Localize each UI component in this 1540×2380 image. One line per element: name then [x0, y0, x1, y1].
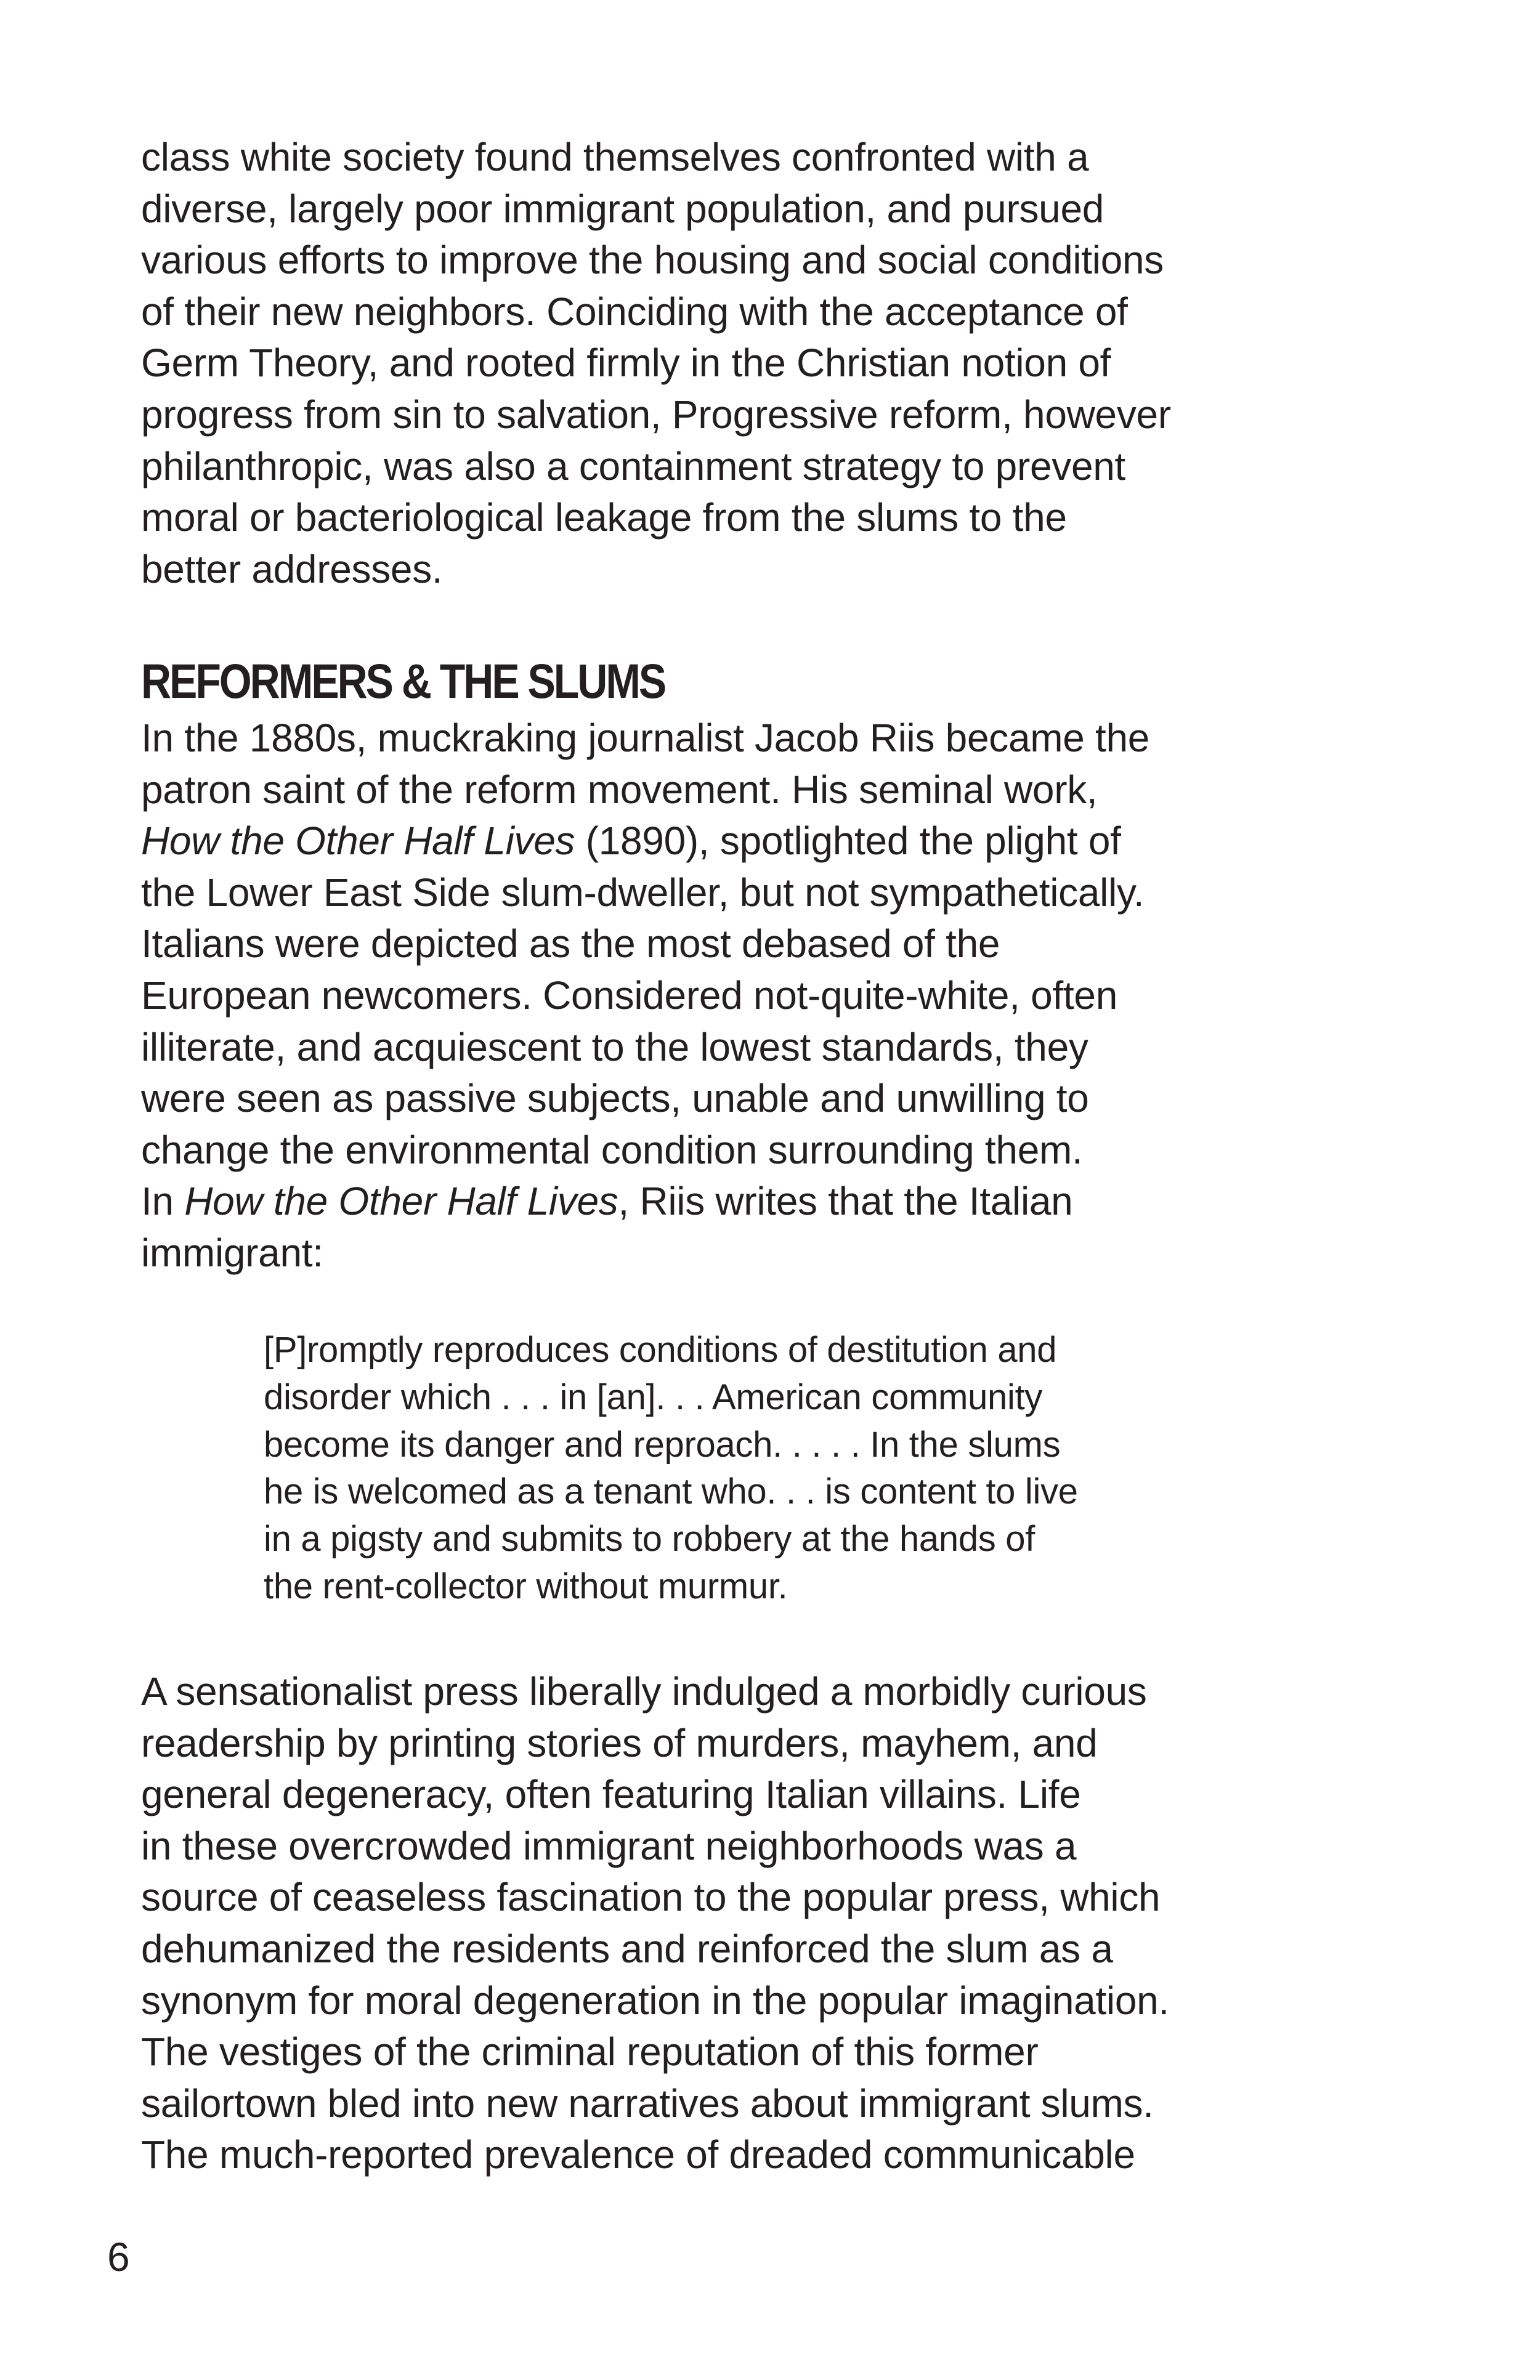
text-fragment: In — [141, 1179, 185, 1224]
quote-line: disorder which . . . in [an]. . . American community — [264, 1377, 1043, 1417]
text-line: patron saint of the reform movement. His seminal work, — [141, 767, 1098, 812]
text-line: moral or bacteriological leakage from the slums to the — [141, 495, 1067, 540]
text-line: Italians were depicted as the most debased of the — [141, 921, 1000, 966]
text-line: immigrant: — [141, 1230, 323, 1275]
riis-paragraph — [141, 713, 1398, 1279]
text-line: sailortown bled into new narratives about immigrant slums. — [141, 2081, 1154, 2126]
intro-paragraph — [141, 132, 1398, 595]
text-line: the Lower East Side slum-dweller, but not sympathetically. — [141, 870, 1145, 915]
text-line: synonym for moral degeneration in the popular imagination. — [141, 1978, 1169, 2023]
text-line: of their new neighbors. Coinciding with the acceptance of — [141, 289, 1128, 334]
text-line — [141, 1176, 1398, 1228]
text-line: illiterate, and acquiescent to the lowest standards, they — [141, 1024, 1088, 1069]
text-line: class white society found themselves confronted with a — [141, 135, 1089, 179]
text-line: In the 1880s, muckraking journalist Jacob Riis became the — [141, 716, 1150, 760]
text-line: progress from sin to salvation, Progressive reform, however — [141, 392, 1171, 437]
page-number: 6 — [107, 2234, 130, 2280]
text-line — [141, 816, 1398, 867]
text-line: in these overcrowded immigrant neighborhoods was a — [141, 1823, 1077, 1868]
quote-line: become its danger and reproach. . . . . In the slums — [264, 1424, 1061, 1465]
quote-line: he is welcomed as a tenant who. . . is content to live — [264, 1471, 1078, 1512]
text-line: diverse, largely poor immigrant population, and pursued — [141, 186, 1104, 231]
text-line: source of ceaseless fascination to the popular press, which — [141, 1875, 1161, 1920]
text-line: A sensationalist press liberally indulged a morbidly curious — [141, 1669, 1147, 1714]
text-fragment: (1890), spotlighted the plight of — [575, 819, 1121, 864]
text-line: European newcomers. Considered not-quite-white, often — [141, 973, 1118, 1018]
quote-line: in a pigsty and submits to robbery at the hands of — [264, 1519, 1035, 1560]
text-line: various efforts to improve the housing and social conditions — [141, 238, 1164, 283]
text-line: general degeneracy, often featuring Italian villains. Life — [141, 1772, 1081, 1817]
quote-line: [P]romptly reproduces conditions of destitution and — [264, 1330, 1057, 1370]
text-line: dehumanized the residents and reinforced the slum as a — [141, 1926, 1113, 1971]
text-fragment: , Riis writes that the Italian — [618, 1179, 1073, 1224]
text-line: change the environmental condition surrounding them. — [141, 1127, 1083, 1172]
press-paragraph — [141, 1666, 1398, 2181]
book-title: How the Other Half Lives — [184, 1179, 618, 1224]
text-line: better addresses. — [141, 546, 443, 591]
section-heading: REFORMERS & THE SLUMS — [141, 654, 665, 708]
book-title: How the Other Half Lives — [141, 819, 575, 864]
text-line: Germ Theory, and rooted firmly in the Christian notion of — [141, 341, 1111, 386]
text-line: The vestiges of the criminal reputation of this former — [141, 2030, 1039, 2074]
text-line: philanthropic, was also a containment strategy to prevent — [141, 443, 1126, 488]
quote-line: the rent-collector without murmur. — [264, 1566, 788, 1606]
text-line: were seen as passive subjects, unable and unwilling to — [141, 1076, 1089, 1121]
text-line: The much-reported prevalence of dreaded communicable — [141, 2132, 1135, 2177]
block-quote — [264, 1327, 1280, 1611]
text-line: readership by printing stories of murders, mayhem, and — [141, 1720, 1098, 1765]
